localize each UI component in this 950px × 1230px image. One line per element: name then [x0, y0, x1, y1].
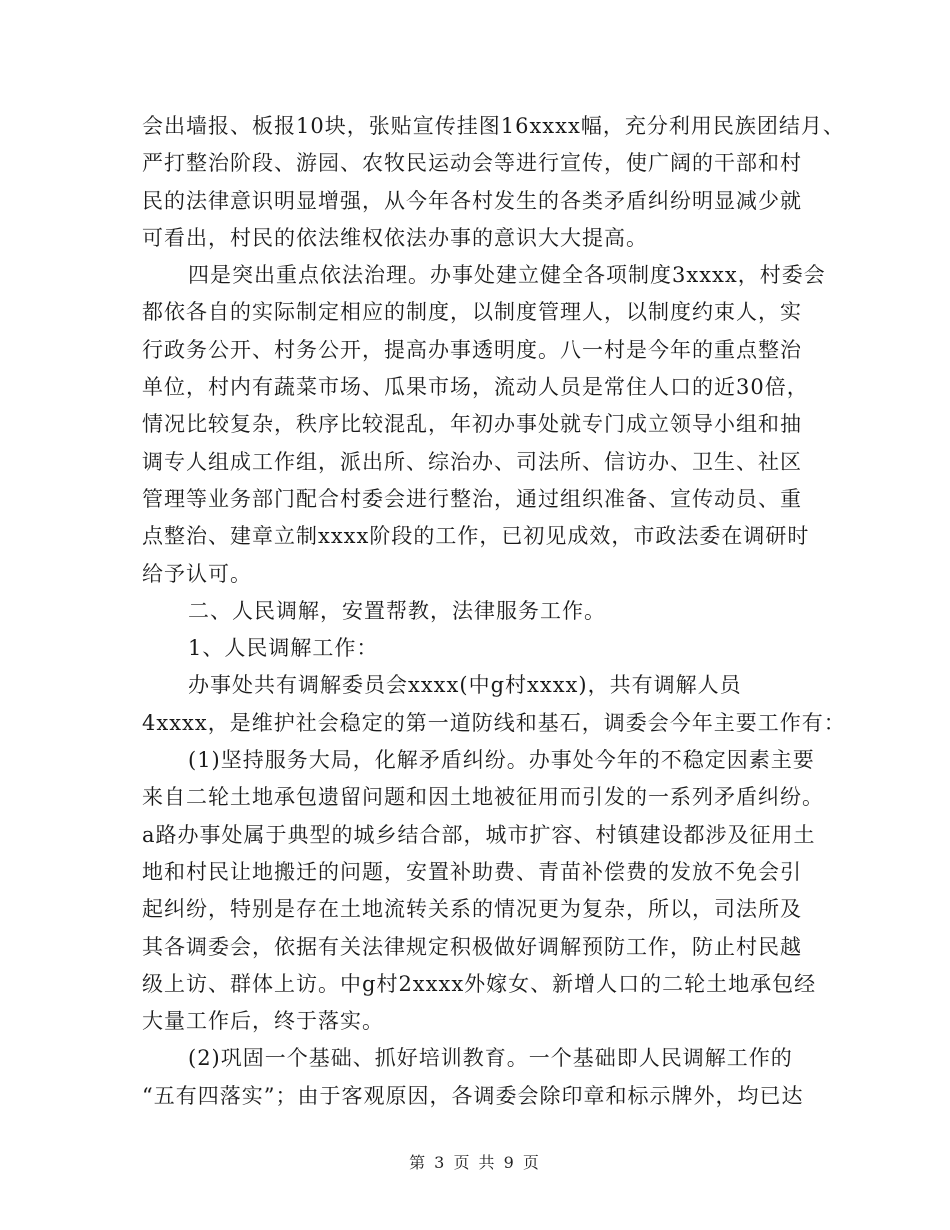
text-line: “五有四落实”；由于客观原因，各调委会除印章和标示牌外，均已达 — [142, 1083, 804, 1108]
text-line: (1)坚持服务大局，化解矛盾纠纷。办事处今年的不稳定因素主要 — [188, 748, 815, 773]
text-line: a路办事处属于典型的城乡结合部，城市扩容、村镇建设都涉及征用土 — [142, 822, 816, 847]
text-line: 单位，村内有蔬菜市场、瓜果市场，流动人员是常住人口的近30倍， — [142, 375, 809, 400]
text-line: 严打整治阶段、游园、农牧民运动会等进行宣传，使广阔的干部和村 — [142, 151, 802, 176]
text-line: 1、人民调解工作： — [188, 636, 379, 661]
text-line: 大量工作后，终于落实。 — [142, 1009, 384, 1034]
text-line: 调专人组成工作组，派出所、综治办、司法所、信访办、卫生、社区 — [142, 449, 802, 474]
text-line: 4xxxx，是维护社会稳定的第一道防线和基石，调委会今年主要工作有： — [142, 710, 846, 735]
text-line: 都依各自的实际制定相应的制度，以制度管理人，以制度约束人，实 — [142, 300, 802, 325]
text-line: 其各调委会，依据有关法律规定积极做好调解预防工作，防止村民越 — [142, 934, 802, 959]
text-line: 级上访、群体上访。中g村2xxxx外嫁女、新增人口的二轮土地承包经 — [142, 971, 817, 996]
text-line: 会出墙报、板报10块，张贴宣传挂图16xxxx幅，充分利用民族团结月、 — [142, 114, 845, 138]
text-line: 地和村民让地搬迁的问题，安置补助费、青苗补偿费的发放不免会引 — [142, 859, 802, 884]
text-line: 可看出，村民的依法维权依法办事的意识大大提高。 — [142, 225, 648, 250]
page-footer: 第 3 页 共 9 页 — [409, 1153, 541, 1172]
text-line: 起纠纷，特别是存在土地流转关系的情况更为复杂，所以，司法所及 — [142, 897, 802, 922]
text-line: 点整治、建章立制xxxx阶段的工作，已初见成效，市政法委在调研时 — [142, 524, 810, 549]
text-line: 民的法律意识明显增强，从今年各村发生的各类矛盾纠纷明显减少就 — [142, 188, 802, 213]
text-line: 情况比较复杂，秩序比较混乱，年初办事处就专门成立领导小组和抽 — [142, 412, 802, 437]
text-line: 给予认可。 — [142, 561, 252, 586]
document-body — [142, 108, 846, 1115]
text-line: 来自二轮土地承包遗留问题和因土地被征用而引发的一系列矛盾纠纷。 — [142, 785, 824, 810]
text-line: (2)巩固一个基础、抓好培训教育。一个基础即人民调解工作的 — [188, 1046, 793, 1071]
text-line: 二、人民调解，安置帮教，法律服务工作。 — [188, 598, 606, 623]
text-line: 办事处共有调解委员会xxxx(中g村xxxx)，共有调解人员 — [188, 673, 742, 698]
text-line: 四是突出重点依法治理。办事处建立健全各项制度3xxxx，村委会 — [188, 263, 826, 288]
text-line: 管理等业务部门配合村委会进行整治，通过组织准备、宣传动员、重 — [142, 486, 802, 511]
text-line: 行政务公开、村务公开，提高办事透明度。八一村是今年的重点整治 — [142, 337, 802, 362]
